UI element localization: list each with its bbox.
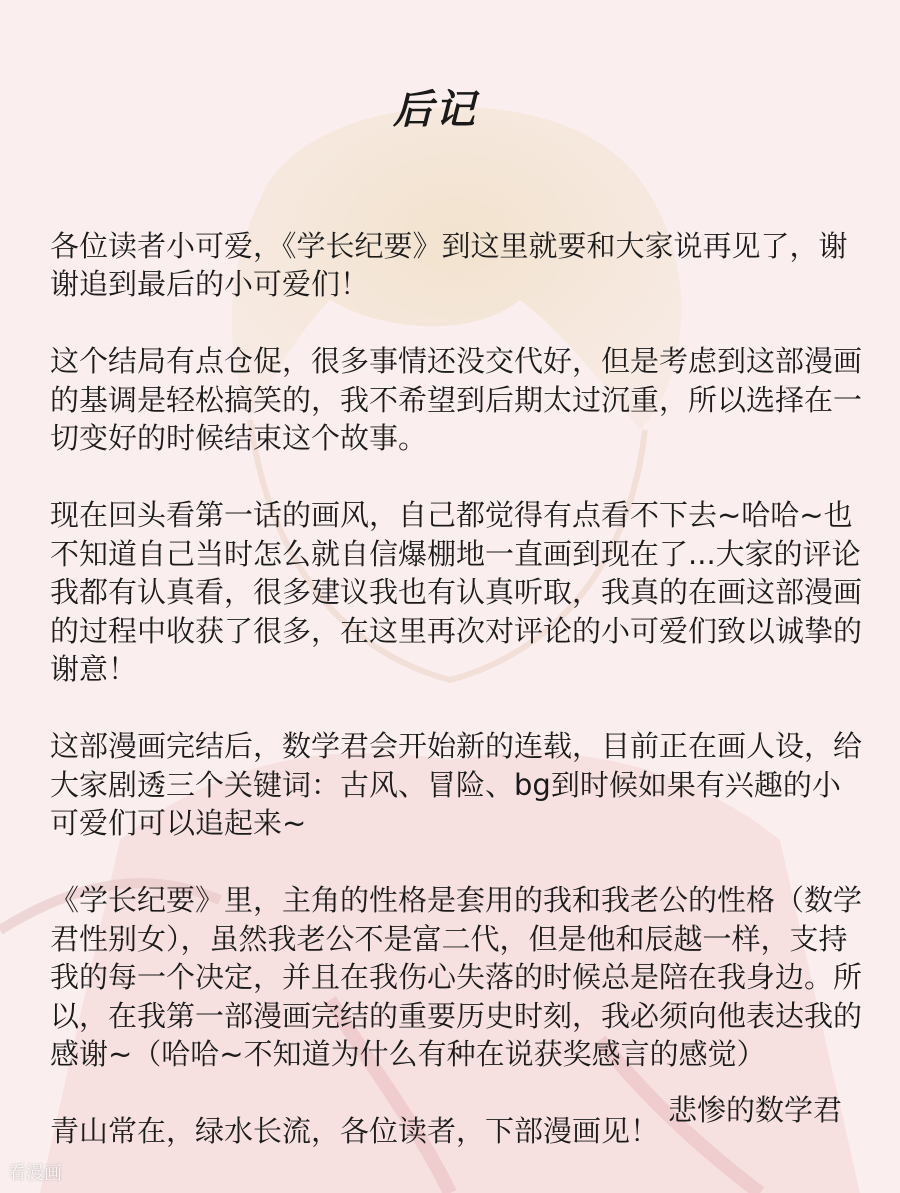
paragraph: 这部漫画完结后，数学君会开始新的连载，目前正在画人设，给大家剧透三个关键词：古风、冒险、bg到时候如果有兴趣的小可爱们可以追起来~ — [50, 729, 863, 840]
afterword-body — [50, 188, 865, 1189]
paragraph: 现在回头看第一话的画风，自己都觉得有点看不下去~哈哈~也不知道自己当时怎么就自信爆棚地一直画到现在了...大家的评论我都有认真看，很多建议我也有认真听取，我真的在画这部漫画的过程中收获了很多，在这里再次对评论的小可爱们致以诚挚的谢意！ — [50, 498, 863, 686]
watermark: 看漫画 — [8, 1163, 62, 1184]
paragraph: 青山常在，绿水长流，各位读者，下部漫画见！ — [50, 1114, 660, 1148]
author-signature: 悲惨的数学君 — [667, 1093, 842, 1127]
page-title: 后记 — [393, 86, 477, 133]
paragraph: 各位读者小可爱，《学长纪要》到这里就要和大家说再见了，谢谢追到最后的小可爱们！ — [50, 228, 848, 301]
paragraph: 这个结局有点仓促，很多事情还没交代好，但是考虑到这部漫画的基调是轻松搞笑的，我不希望到后期太过沉重，所以选择在一切变好的时候结束这个故事。 — [50, 344, 863, 455]
paragraph: 《学长纪要》里，主角的性格是套用的我和我老公的性格（数学君性别女），虽然我老公不是富二代，但是他和辰越一样，支持我的每一个决定，并且在我伤心失落的时候总是陪在我身边。所以，在我第一部漫画完结的重要历史时刻，我必须向他表达我的感谢~（哈哈~不知道为什么有种在说获奖感言的感觉） — [50, 883, 863, 1071]
